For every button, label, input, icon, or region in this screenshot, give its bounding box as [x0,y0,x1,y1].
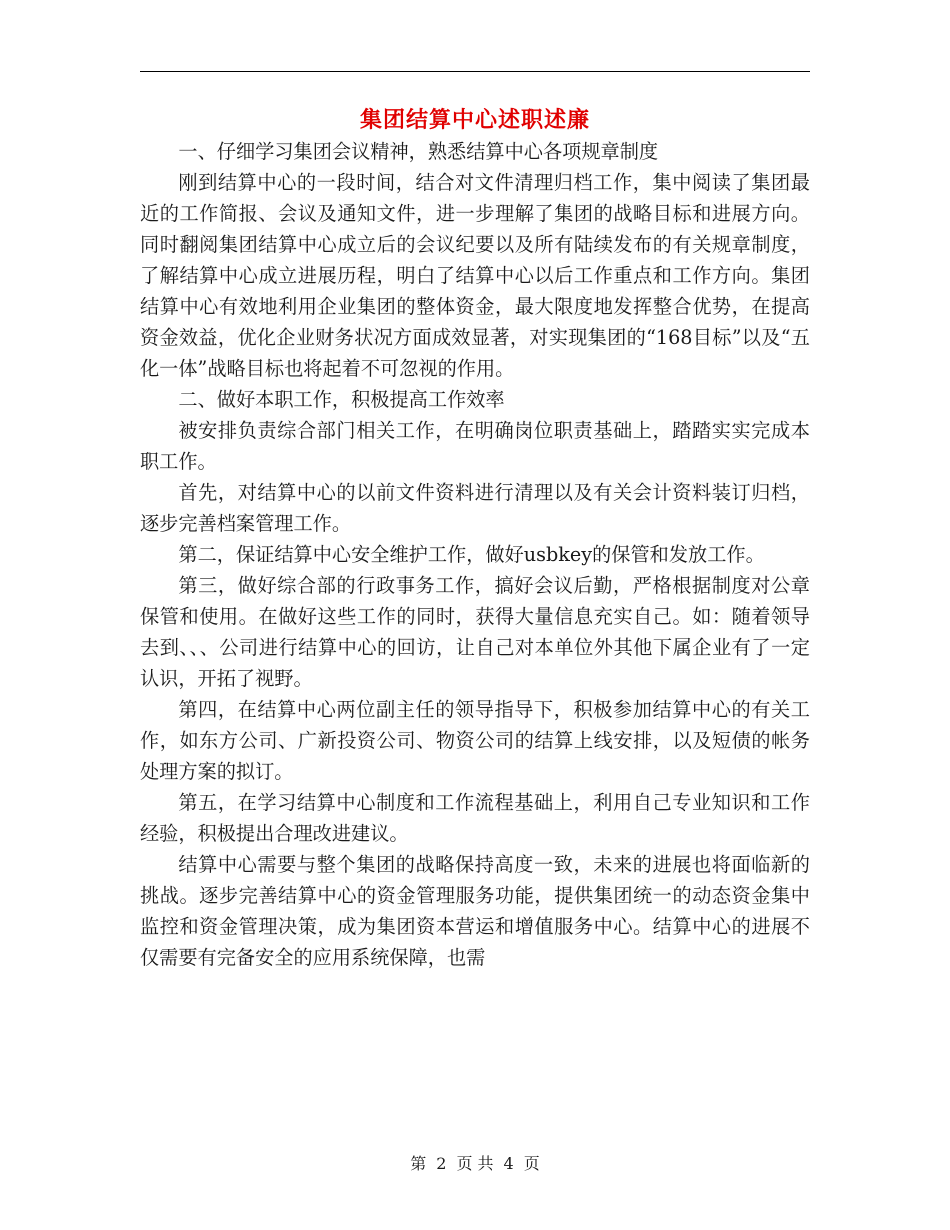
document-title: 集团结算中心述职述廉 [359,107,590,133]
section-heading-1: 一、仔细学习集团会议精神，熟悉结算中心各项规章制度 [178,140,659,163]
section-heading-2: 二、做好本职工作，积极提高工作效率 [178,388,505,411]
paragraph: 首先，对结算中心的以前文件资料进行清理以及有关会计资料装订归档，逐步完善档案管理工作。 [140,481,810,535]
footer-prefix: 第 [410,1154,427,1173]
header-rule [140,71,810,72]
paragraph: 第五，在学习结算中心制度和工作流程基础上，利用自己专业知识和工作经验，积极提出合理改进建议。 [140,791,810,845]
paragraph: 第四，在结算中心两位副主任的领导指导下，积极参加结算中心的有关工作，如东方公司、广新投资公司、物资公司的结算上线安排，以及短债的帐务处理方案的拟订。 [140,698,810,783]
page-footer [0,1154,950,1174]
page-number: 2 [436,1154,447,1173]
paragraph: 第三，做好综合部的行政事务工作，搞好会议后勤，严格根据制度对公章保管和使用。在做好这些工作的同时，获得大量信息充实自己。如：随着领导去到、、、公司进行结算中心的回访，让自己对本单位外其他下属企业有了一定认识，开拓了视野。 [140,574,810,690]
paragraph: 结算中心需要与整个集团的战略保持高度一致，未来的进展也将面临新的挑战。逐步完善结算中心的资金管理服务功能，提供集团统一的动态资金集中监控和资金管理决策，成为集团资本营运和增值服务中心。结算中心的进展不仅需要有完备安全的应用系统保障，也需 [140,853,810,969]
page-total: 4 [503,1154,514,1173]
paragraph: 第二，保证结算中心安全维护工作，做好usbkey的保管和发放工作。 [178,543,765,566]
footer-suffix: 页 [523,1154,540,1173]
paragraph: 被安排负责综合部门相关工作，在明确岗位职责基础上，踏踏实实完成本职工作。 [140,419,810,473]
paragraph: 刚到结算中心的一段时间，结合对文件清理归档工作，集中阅读了集团最近的工作简报、会议及通知文件，进一步理解了集团的战略目标和进展方向。同时翻阅集团结算中心成立后的会议纪要以及所有陆续发布的有关规章制度，了解结算中心成立进展历程，明白了结算中心以后工作重点和工作方向。集团结算中心有效地利用企业集团的整体资金，最大限度地发挥整合优势，在提高资金效益，优化企业财务状况方面成效显著，对实现集团的“168目标”以及“五化一体”战略目标也将起着不可忽视的作用。 [140,171,810,380]
document-body [140,104,810,973]
footer-mid: 页 共 [456,1154,494,1173]
